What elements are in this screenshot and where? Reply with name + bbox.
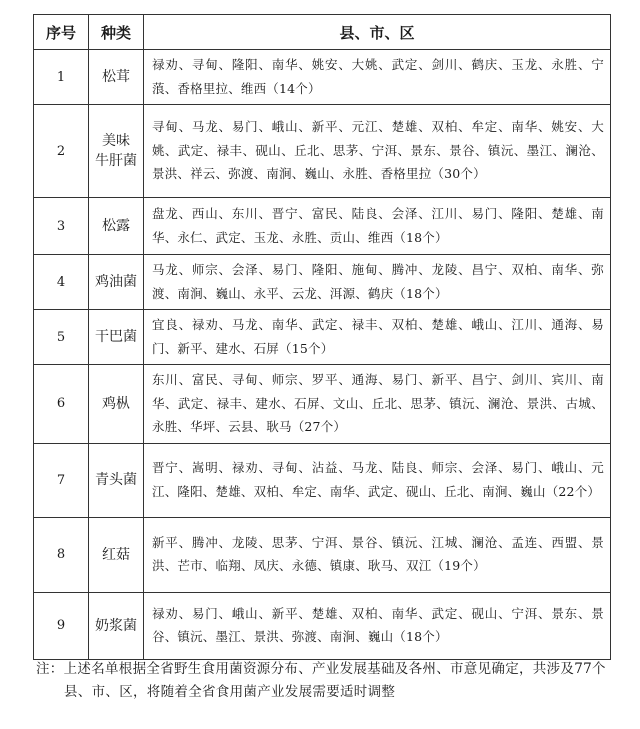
row-regions: 盘龙、西山、东川、晋宁、富民、陆良、会泽、江川、易门、隆阳、楚雄、南华、永仁、武定、玉龙、永胜、贡山、维西（18个）: [144, 198, 611, 255]
row-regions: 宜良、禄劝、马龙、南华、武定、禄丰、双柏、楚雄、峨山、江川、通海、易门、新平、建水、石屏（15个）: [144, 310, 611, 365]
row-kind: [89, 105, 144, 198]
row-index: 6: [34, 365, 89, 444]
row-regions: 东川、富民、寻甸、师宗、罗平、通海、易门、新平、昌宁、剑川、宾川、南华、武定、禄丰、建水、石屏、文山、丘北、思茅、镇沅、澜沧、景洪、古城、永胜、华坪、云县、耿马（27个）: [144, 365, 611, 444]
table-row: [34, 105, 611, 198]
table-row: [34, 255, 611, 310]
header-kind: 种类: [89, 15, 144, 50]
row-kind: 鸡枞: [89, 365, 144, 444]
row-index: 5: [34, 310, 89, 365]
row-index: 3: [34, 198, 89, 255]
row-regions: 禄劝、易门、峨山、新平、楚雄、双柏、南华、武定、砚山、宁洱、景东、景谷、镇沅、墨江、景洪、弥渡、南涧、巍山（18个）: [144, 592, 611, 659]
footnote: 注：上述名单根据全省野生食用菌资源分布、产业发展基础及各州、市意见确定，共涉及77个县、市、区，将随着全省食用菌产业发展需要适时调整: [36, 661, 606, 700]
row-kind: 奶浆菌: [89, 592, 144, 659]
row-index: 1: [34, 50, 89, 105]
row-index: 7: [34, 443, 89, 517]
table-row: [34, 50, 611, 105]
row-regions: 马龙、师宗、会泽、易门、隆阳、施甸、腾冲、龙陵、昌宁、双柏、南华、弥渡、南涧、巍山、永平、云龙、洱源、鹤庆（18个）: [144, 255, 611, 310]
table-header-row: [34, 15, 611, 50]
row-index: 8: [34, 517, 89, 592]
row-kind: 红菇: [89, 517, 144, 592]
row-index: 4: [34, 255, 89, 310]
table-row: [34, 517, 611, 592]
table-row: [34, 592, 611, 659]
row-kind: 青头菌: [89, 443, 144, 517]
mushroom-region-table: [33, 14, 611, 660]
row-regions: 晋宁、嵩明、禄劝、寻甸、沾益、马龙、陆良、师宗、会泽、易门、峨山、元江、隆阳、楚雄、双柏、牟定、南华、武定、砚山、丘北、南涧、巍山（22个）: [144, 443, 611, 517]
row-regions: 寻甸、马龙、易门、峨山、新平、元江、楚雄、双柏、牟定、南华、姚安、大姚、武定、禄丰、砚山、丘北、思茅、宁洱、景东、景谷、镇沅、墨江、澜沧、景洪、祥云、弥渡、南涧、巍山、永胜、香格里拉（30个）: [144, 105, 611, 198]
table-row: [34, 443, 611, 517]
header-index: 序号: [34, 15, 89, 50]
header-regions: 县、市、区: [144, 15, 611, 50]
row-kind: 松茸: [89, 50, 144, 105]
row-regions: 禄劝、寻甸、隆阳、南华、姚安、大姚、武定、剑川、鹤庆、玉龙、永胜、宁蒗、香格里拉、维西（14个）: [144, 50, 611, 105]
row-regions: 新平、腾冲、龙陵、思茅、宁洱、景谷、镇沅、江城、澜沧、孟连、西盟、景洪、芒市、临翔、凤庆、永德、镇康、耿马、双江（19个）: [144, 517, 611, 592]
row-kind: 鸡油菌: [89, 255, 144, 310]
table-row: [34, 198, 611, 255]
row-kind: 干巴菌: [89, 310, 144, 365]
table-row: [34, 365, 611, 444]
row-kind-text: 美味 牛肝菌: [95, 133, 137, 169]
row-kind: 松露: [89, 198, 144, 255]
row-index: 9: [34, 592, 89, 659]
table-row: [34, 310, 611, 365]
row-index: 2: [34, 105, 89, 198]
